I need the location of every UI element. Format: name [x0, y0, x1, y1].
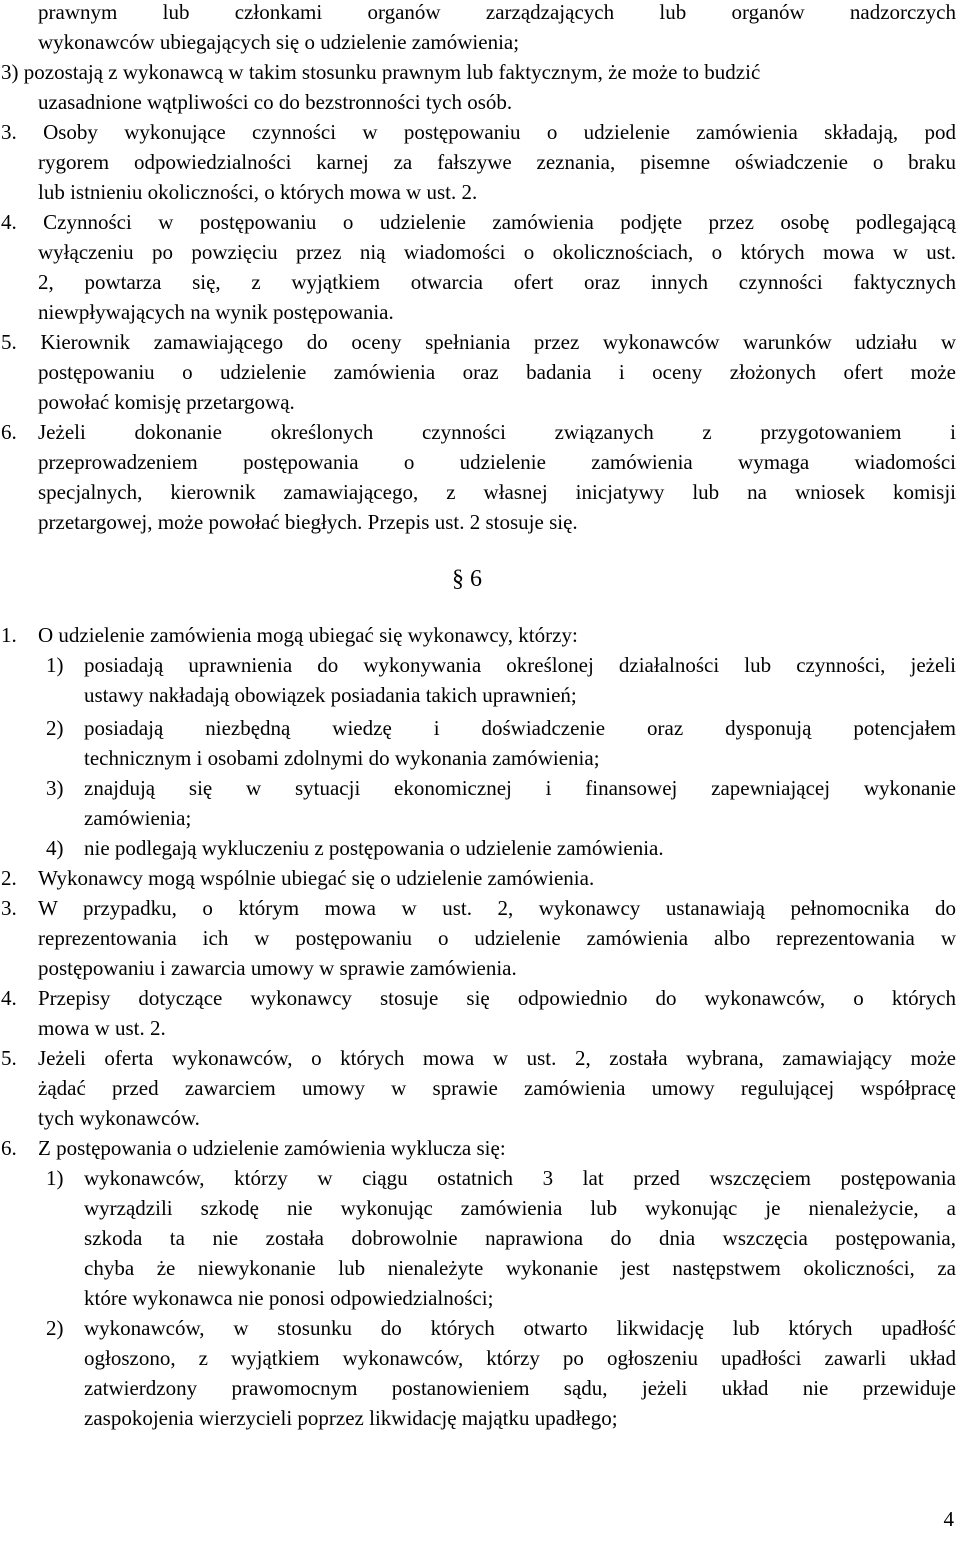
paragraph-3-line: rygorem odpowiedzialności karnej za fałszywe zeznania, pisemne oświadczenie o braku	[38, 150, 956, 174]
paragraph-5-line: postępowaniu o udzielenie zamówienia oraz badania i oceny złożonych ofert może	[38, 360, 956, 384]
point-line: tych wykonawców.	[38, 1106, 200, 1130]
item-number: 2)	[46, 716, 64, 740]
point-number: 6.	[1, 1136, 17, 1160]
text-line: wykonawców ubiegających się o udzielenie zamówienia;	[38, 30, 520, 54]
item-line: szkoda ta nie została dobrowolnie naprawiona do dnia wszczęcia postępowania,	[84, 1226, 956, 1250]
paragraph-5-line: 5. Kierownik zamawiającego do oceny spełniania przez wykonawców warunków udziału w	[1, 330, 956, 354]
point-text: O udzielenie zamówienia mogą ubiegać się wykonawcy, którzy:	[38, 623, 578, 647]
paragraph-4-line: wyłączeniu po powzięciu przez nią wiadomości o okolicznościach, o których mowa w ust.	[38, 240, 956, 264]
section-heading: § 6	[452, 566, 482, 592]
paragraph-6-number: 6.	[1, 420, 17, 444]
paragraph-5-line: powołać komisję przetargową.	[38, 390, 295, 414]
paragraph-3-line: lub istnieniu okoliczności, o których mowa w ust. 2.	[38, 180, 478, 204]
text-line: uzasadnione wątpliwości co do bezstronności tych osób.	[38, 90, 513, 114]
item-number: 4)	[46, 836, 64, 860]
point-number: 5.	[1, 1046, 17, 1070]
item-number: 3)	[46, 776, 64, 800]
item-line: zatwierdzony prawomocnym postanowieniem sądu, jeżeli układ nie przewiduje	[84, 1376, 956, 1400]
paragraph-6-line: Jeżeli dokonanie określonych czynności związanych z przygotowaniem i	[38, 420, 956, 444]
point-line: postępowaniu i zawarcia umowy w sprawie zamówienia.	[38, 956, 517, 980]
item-line: posiadają niezbędną wiedzę i doświadczenie oraz dysponują potencjałem	[84, 716, 956, 740]
text-line: prawnym lub członkami organów zarządzających lub organów nadzorczych	[38, 0, 956, 24]
paragraph-4-line: niewpływających na wynik postępowania.	[38, 300, 394, 324]
item-line: wyrządzili szkodę nie wykonując zamówienia lub wykonując je nienależycie, a	[84, 1196, 956, 1220]
item-number: 1)	[46, 653, 64, 677]
point-number: 4.	[1, 986, 17, 1010]
point-line: W przypadku, o którym mowa w ust. 2, wykonawcy ustanawiają pełnomocnika do	[38, 896, 956, 920]
point-line: reprezentowania ich w postępowaniu o udzielenie zamówienia albo reprezentowania w	[38, 926, 956, 950]
item-line: ustawy nakładają obowiązek posiadania takich uprawnień;	[84, 683, 577, 707]
paragraph-6-line: przetargowej, może powołać biegłych. Przepis ust. 2 stosuje się.	[38, 510, 578, 534]
text-line: 3) pozostają z wykonawcą w takim stosunku prawnym lub faktycznym, że może to budzić	[1, 60, 761, 84]
paragraph-4-line: 4. Czynności w postępowaniu o udzielenie zamówienia podjęte przez osobę podlegającą	[1, 210, 956, 234]
item-line: ogłoszono, z wyjątkiem wykonawców, którzy po ogłoszeniu upadłości zawarli układ	[84, 1346, 956, 1370]
point-number: 2.	[1, 866, 17, 890]
item-line: wykonawców, którzy w ciągu ostatnich 3 lat przed wszczęciem postępowania	[84, 1166, 956, 1190]
item-number: 2)	[46, 1316, 64, 1340]
point-number: 3.	[1, 896, 17, 920]
point-number: 1.	[1, 623, 17, 647]
item-line: znajdują się w sytuacji ekonomicznej i finansowej zapewniającej wykonanie	[84, 776, 956, 800]
item-line: posiadają uprawnienia do wykonywania określonej działalności lub czynności, jeżeli	[84, 653, 956, 677]
item-line: które wykonawca nie ponosi odpowiedzialności;	[84, 1286, 494, 1310]
point-text: Z postępowania o udzielenie zamówienia wyklucza się:	[38, 1136, 506, 1160]
item-line: technicznym i osobami zdolnymi do wykonania zamówienia;	[84, 746, 600, 770]
paragraph-6-line: przeprowadzeniem postępowania o udzielenie zamówienia wymaga wiadomości	[38, 450, 956, 474]
page-number: 4	[943, 1507, 954, 1531]
point-line: Jeżeli oferta wykonawców, o których mowa w ust. 2, została wybrana, zamawiający może	[38, 1046, 956, 1070]
paragraph-4-line: 2, powtarza się, z wyjątkiem otwarcia ofert oraz innych czynności faktycznych	[38, 270, 956, 294]
point-text: Wykonawcy mogą wspólnie ubiegać się o udzielenie zamówienia.	[38, 866, 595, 890]
point-line: Przepisy dotyczące wykonawcy stosuje się odpowiednio do wykonawców, o których	[38, 986, 956, 1010]
paragraph-3-line: 3. Osoby wykonujące czynności w postępowaniu o udzielenie zamówienia składają, pod	[1, 120, 956, 144]
item-line: nie podlegają wykluczeniu z postępowania o udzielenie zamówienia.	[84, 836, 664, 860]
paragraph-6-line: specjalnych, kierownik zamawiającego, z własnej inicjatywy lub na wniosek komisji	[38, 480, 956, 504]
item-line: chyba że niewykonanie lub nienależyte wykonanie jest następstwem okoliczności, za	[84, 1256, 956, 1280]
item-line: zamówienia;	[84, 806, 192, 830]
item-number: 1)	[46, 1166, 64, 1190]
item-line: wykonawców, w stosunku do których otwarto likwidację lub których upadłość	[84, 1316, 956, 1340]
point-line: żądać przed zawarciem umowy w sprawie zamówienia umowy regulującej współpracę	[38, 1076, 956, 1100]
point-line: mowa w ust. 2.	[38, 1016, 166, 1040]
item-line: zaspokojenia wierzycieli poprzez likwidację majątku upadłego;	[84, 1406, 618, 1430]
